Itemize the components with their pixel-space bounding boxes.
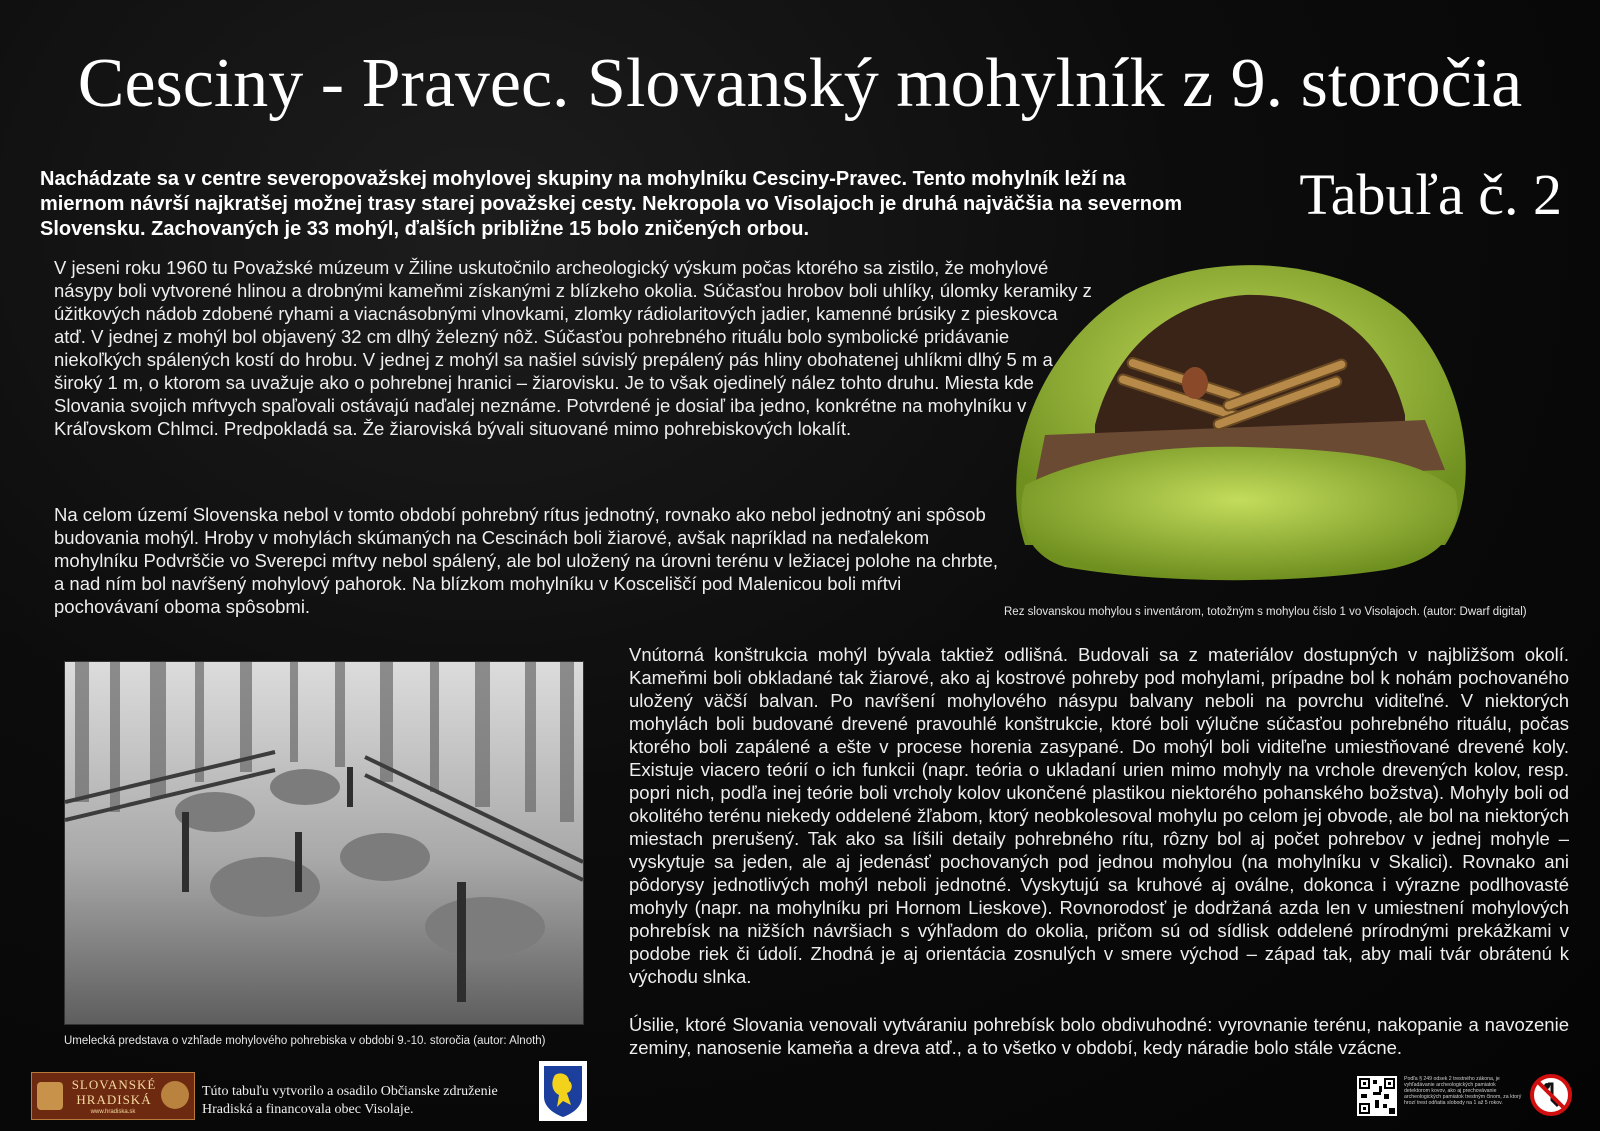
credit-text: Túto tabuľu vytvorilo a osadilo Občianske združenie Hradiská a financovala obec Visolaje. [202,1084,498,1117]
logo-emblem-icon [37,1082,63,1110]
paragraph-construction: Vnútorná konštrukcia mohýl bývala taktiež odlišná. Budovali sa z materiálov dostupných v najbližšom okolí. Kameňmi boli obkladané tak žiarové, ako aj kostrové pohreby pod mohylami, prípadne bol k nohám pochovaného uložený väčší balvan. Po navŕšení mohylového násypu balvany neboli na povrchu viditeľné. V niektorých mohylách boli budované drevené pravouhlé konštrukcie, ktoré boli výlučne súčasťou pohrebného rituálu, počas ktorého boli zapálené a ešte v procese horenia zasypané. Do mohýl boli viditeľne umiestňované drevené koly. Existuje viacero teórií o ich funkcii (napr. teória o ukladaní urien mimo mohyly na vrchole drevených kolov, resp. popri nich, podľa inej teórie boli vrcholy kolov ukončené plastikou niektorého pohanského božstva). Mohyly boli od okolitého terénu niekedy oddelené žľabom, ktorý neobkolesoval mohylu po celom jej obvode, ale bol na niektorých miestach prerušený. Tak ako sa líšili detaily pohrebného rítu, rôzny bol aj počet pohrebov v jednej mohyle – vyskytuje sa jeden, ale aj jedenásť pochovaných pod jednou mohylou (na mohylníku v Skalici). Rovnako ani pôdorysy jednotlivých mohýl neboli jednotné. Vyskytujú sa kruhové aj oválne, dokonca i výrazne podlhovasté mohyly (napr. na mohylníku pri Hornom Lieskove). Rovnorodosť je dodržaná azda len v umiestnení mohylových pohrebísk na nižších návršiach s výhľadom do okolia, pričom sú od sídlisk oddelené prírodnými prekážkami v podobe riek či údolí. Zhodná je aj orientácia zosnulých v smere východ – západ tak, aby mali tvár obrátenú k východu slnka. [629,644,1569,987]
cemetery-caption: Umelecká predstava o vzhľade mohylového pohrebiska v období 9.-10. storočia (autor: Alnoth) [64,1035,546,1047]
coat-of-arms-icon [539,1061,587,1121]
cemetery-illustration [64,661,584,1025]
panel-number: Tabuľa č. 2 [1299,162,1562,227]
paragraph-research: V jeseni roku 1960 tu Považské múzeum v Žiline uskutočnilo archeologický výskum počas ktorého sa zistilo, že mohylové násypy boli vytvorené hlinou a drobnými kameňmi získanými z blízkeho okolia. Súčasťou hrobov boli uhlíky, úlomky keramiky z úžitkových nádob zdobené ryhami a viacnásobnými vlnovkami, zlomky rádiolaritových jadier, kamenné brúsiky z pieskovca atď. V jednej z mohýl bol objavený 32 cm dlhý železný nôž. Súčasťou pohrebného rituálu bolo symbolické pridávanie niekoľkých spálených kostí do hrobu. V jednej z mohýl sa našiel súvislý prepálený pás hliny obohatenej uhlíkmi dlhý 5 m a široký 1 m, o ktorom sa uvažuje ako o pohrebnej hranici – žiarovisku. Je to však ojedinelý nález tohto druhu. Miesta kde Slovania svojich mŕtvych spaľovali ostávajú naďalej neznáme. Potvrdené je dosiaľ iba jedno, konkrétne na mohylníku v Kráľovskom Chlmci. Predpokladá sa. Že žiaroviská bývali situované mimo pohrebiskových lokalít. [54,257,1092,439]
no-metal-detector-icon [1530,1074,1572,1116]
intro-paragraph: Nachádzate sa v centre severopovažskej mohylovej skupiny na mohylníku Cesciny-Pravec. Tento mohylník leží na miernom návrší najkratšej možnej trasy starej považskej cesty. Nekropola vo Visolajoch je druhá najväčšia na severnom Slovensku. Zachovaných je 33 mohýl, ďalších približne 15 bolo zničených orbou. [40,168,1182,240]
mound-cross-section-illustration [1005,255,1475,590]
logo-url: www.hradiska.sk [90,1109,136,1115]
law-notice: Podľa § 249 odsek 2 trestného zákona, je vyhľadávanie archeologických pamiatok detektorom kovov, ako aj prechovávanie archeologických pamiatok trestným činom, za ktorý hrozí trest odňatia slobody na 1 až 5 rokov. [1404,1076,1522,1106]
mound-caption: Rez slovanskou mohylou s inventárom, totožným s mohylou číslo 1 vo Visolajoch. (autor: Dwarf digital) [1004,606,1527,618]
page-title: Cesciny - Pravec. Slovanský mohylník z 9. storočia [77,45,1523,122]
paragraph-effort: Úsilie, ktoré Slovania venovali vytváraniu pohrebísk bolo obdivuhodné: vyrovnanie terénu, nakopanie a navozenie zeminy, nanosenie kameňa a dreva atď., a to všetko v období, kedy náradie bolo stále vzácne. [629,1014,1569,1058]
logo-seal-icon [161,1081,189,1109]
paragraph-burial-rite: Na celom území Slovenska nebol v tomto období pohrebný rítus jednotný, rovnako ako nebol jednotný ani spôsob budovania mohýl. Hroby v mohylách skúmaných na Cescinách boli žiarové, avšak napríklad na neďalekom mohylníku Podvrščie vo Sverepci mŕtvy nebol spálený, ale bol uložený na úrovni terénu v ležiacej polohe na chrbte, a nad ním bol navŕšený mohylový pahorok. Na blízkom mohylníku v Kosceliščí pod Malenicou boli mŕtvi pochovávaní oboma spôsobmi. [54,504,999,617]
logo-text: SLOVANSKÉ HRADISKÁ [71,1077,157,1107]
qr-code-icon[interactable] [1357,1076,1397,1116]
slovanske-hradiska-logo [31,1072,195,1120]
